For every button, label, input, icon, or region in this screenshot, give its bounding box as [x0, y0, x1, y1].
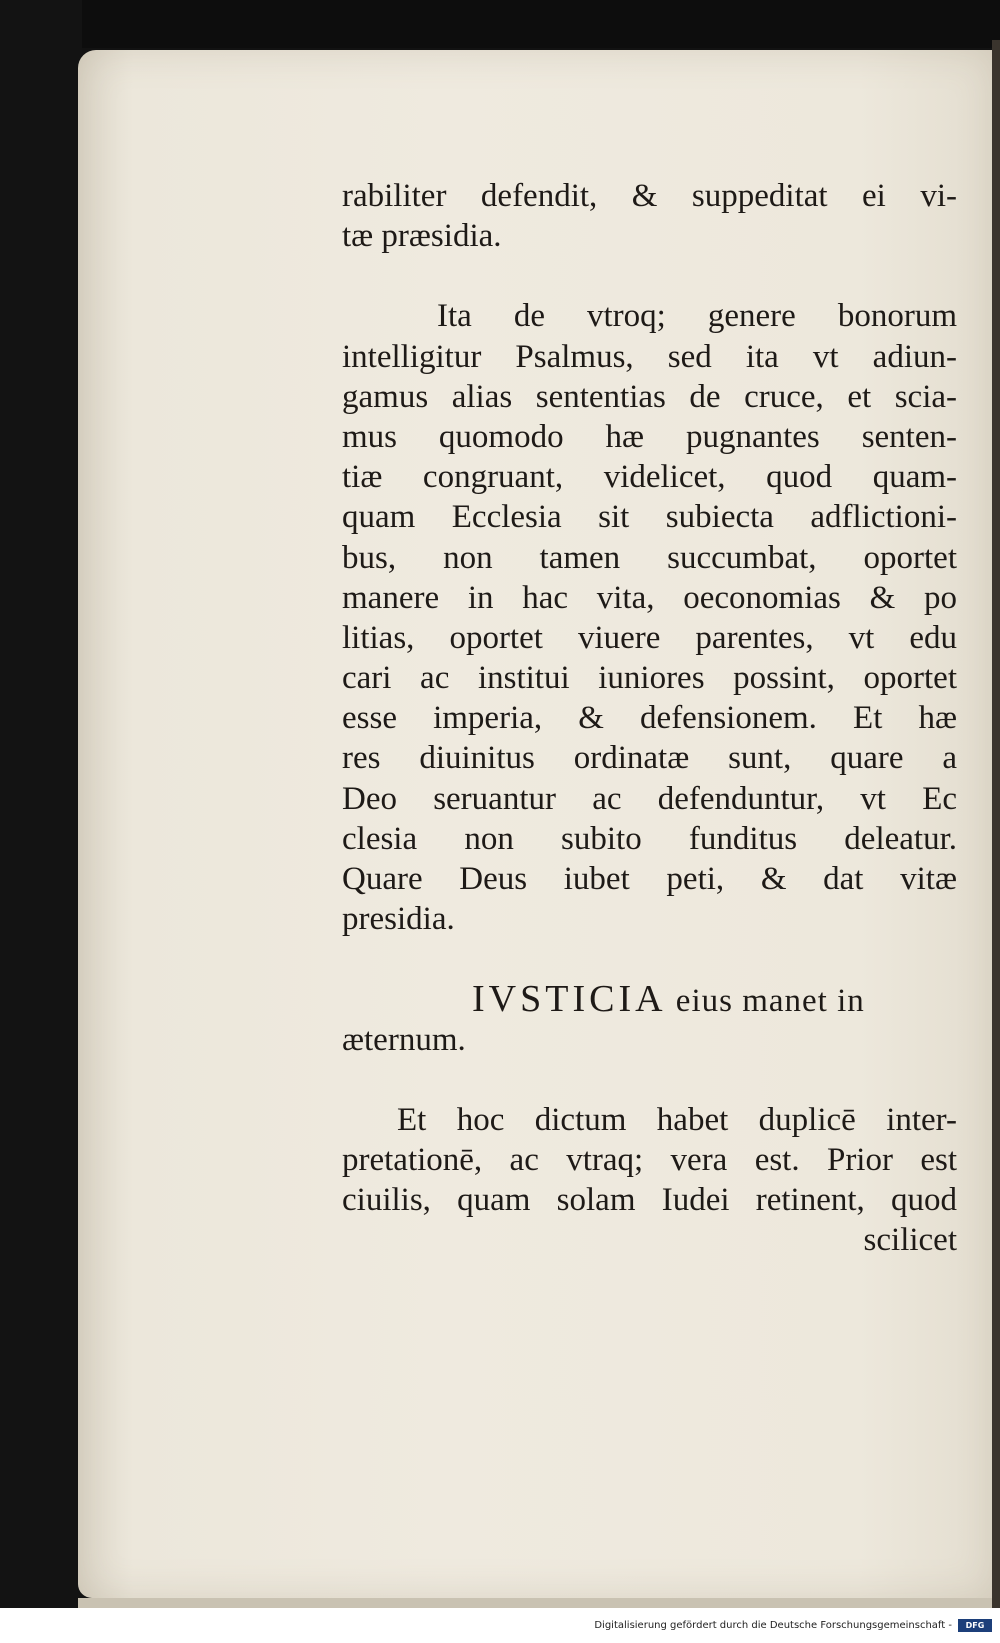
heading-rest: eius manet in	[666, 983, 865, 1020]
text-line: esse imperia, & defensionem. Et hæ	[342, 700, 957, 737]
text-line: intelligitur Psalmus, sed ita vt adiun-	[342, 338, 957, 375]
text-line: bus, non tamen succumbat, oportet	[342, 539, 957, 576]
text-line: quam Ecclesia sit subiecta adflictioni-	[342, 499, 957, 536]
section-heading	[342, 979, 957, 1019]
heading-capitals: IVSTICIA	[472, 978, 667, 1021]
paragraph-gap	[342, 256, 957, 296]
scan-background-top	[0, 0, 1000, 48]
text-line: tiæ congruant, videlicet, quod quam-	[342, 459, 957, 496]
text-line: litias, oportet viuere parentes, vt edu	[342, 619, 957, 656]
text-line: res diuinitus ordinatæ sunt, quare a	[342, 740, 957, 777]
text-line: Quare Deus iubet peti, & dat vitæ	[342, 861, 957, 897]
text-line: rabiliter defendit, & suppeditat ei vi-	[342, 178, 957, 214]
text-line: Ita de vtroq; genere bonorum	[437, 298, 957, 335]
text-line: gamus alias sententias de cruce, et scia-	[342, 378, 957, 415]
text-line: Et hoc dictum habet duplicē inter-	[397, 1101, 957, 1138]
text-line: pretationē, ac vtraq; vera est. Prior est	[342, 1141, 957, 1178]
digitization-footer	[0, 1608, 1000, 1643]
text-line: mus quomodo hæ pugnantes senten-	[342, 418, 957, 455]
page-text	[342, 176, 957, 1261]
funding-note: Digitalisierung gefördert durch die Deutsche Forschungsgemeinschaft -	[594, 1620, 952, 1631]
page-bottom-edge	[78, 1598, 996, 1608]
scan-background-left	[0, 0, 82, 1643]
text-line: ciuilis, quam solam Iudei retinent, quod	[342, 1182, 957, 1219]
catchword: scilicet	[863, 1222, 957, 1259]
text-line: cari ac institui iuniores possint, oportet	[342, 660, 957, 697]
text-line: clesia non subito funditus deleatur.	[342, 820, 957, 857]
paragraph-gap	[342, 939, 957, 979]
text-line: æternum.	[342, 1021, 466, 1058]
book-spine-edge	[992, 40, 1000, 1608]
paragraph-gap	[342, 1060, 957, 1100]
text-line: manere in hac vita, oeconomias & po	[342, 579, 957, 616]
text-line: Deo seruantur ac defenduntur, vt Ec	[342, 780, 957, 817]
dfg-logo-icon: DFG	[958, 1619, 992, 1632]
text-line: tæ præsidia.	[342, 218, 502, 255]
text-line: presidia.	[342, 901, 455, 938]
